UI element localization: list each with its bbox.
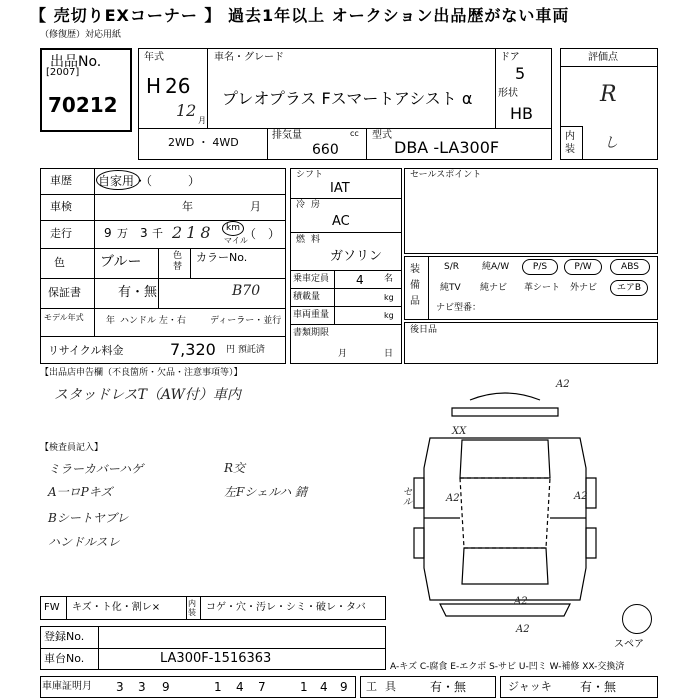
- equip-abs: ABS: [610, 259, 650, 275]
- tools-label: 工具: [366, 680, 404, 693]
- legend-inner: 内装: [188, 599, 196, 617]
- weight-unit: kg: [384, 311, 394, 320]
- diagram-mark-right: A2: [574, 491, 588, 502]
- inspector-right-1: 左Fシェルハ 錆: [224, 485, 308, 499]
- repair-legend: A-キズ C-腐食 E-エクボ S-サビ U-凹ミ W-補修 XX-交換済: [390, 662, 625, 672]
- mileage-mile: マイル: [224, 236, 248, 245]
- ac-label: 冷房: [296, 200, 327, 210]
- diagram-mark-bottom: A2: [514, 596, 528, 607]
- detail-table: [40, 168, 286, 364]
- history-value: 自家用・（ ）: [98, 174, 201, 188]
- year-era: H: [146, 74, 162, 98]
- cert-digit-7: 4: [320, 680, 328, 694]
- capacity-value: 4: [356, 273, 364, 287]
- registration-expiry-day: 日: [384, 349, 394, 359]
- model-code-value: DBA -LA300F: [394, 138, 500, 157]
- displacement-value: 660: [312, 142, 339, 158]
- load-unit: kg: [384, 293, 394, 302]
- color-change-label: 色替: [173, 251, 183, 272]
- mileage-man-unit: 万: [117, 227, 128, 240]
- mileage-rest: 218: [172, 223, 215, 242]
- shift-value: IAT: [330, 181, 350, 196]
- cert-digit-5: 7: [258, 680, 266, 694]
- equip-sr: S/R: [444, 262, 459, 272]
- interior-label: 内装: [565, 131, 575, 155]
- mileage-paren: （ ）: [244, 227, 281, 241]
- capacity-unit: 名: [384, 274, 394, 284]
- recycle-value: 7,320: [170, 340, 216, 359]
- warranty-value: 有・無: [118, 285, 158, 300]
- recycle-label: リサイクル料金: [48, 344, 124, 357]
- inspector-right-0: R交: [224, 461, 246, 475]
- model-year-handle: ハンドル 左・右: [120, 316, 186, 326]
- inspector-label: 【検査員記入】: [40, 443, 104, 453]
- doors-label: ドア: [500, 52, 520, 63]
- drive-type: 2WD ・ 4WD: [168, 136, 239, 149]
- cert-digit-8: 9: [340, 680, 348, 694]
- equip-aw: 純A/W: [482, 262, 510, 272]
- banner-title: 【 売切りEXコーナー 】 過去1年以上 オークション出品歴がない車両: [30, 6, 570, 25]
- score-value: R: [600, 82, 617, 107]
- model-year-year: 年: [106, 316, 116, 326]
- cert-digit-3: 1: [214, 680, 222, 694]
- mileage-sen: 3: [140, 226, 148, 240]
- color-value: ブルー: [100, 254, 142, 270]
- year-value: 26: [165, 74, 191, 98]
- warranty-label: 保証書: [48, 286, 81, 299]
- equip-ps: P/S: [522, 259, 558, 275]
- legend-fw-text: キズ・ト化・割レ×: [72, 602, 161, 613]
- cert-digit-0: 3: [116, 680, 124, 694]
- later-date-label: 後日品: [410, 325, 438, 335]
- diagram-mark-xx: XX: [452, 426, 467, 437]
- cert-digit-6: 1: [300, 680, 308, 694]
- reg-no-label: 登録No.: [44, 630, 85, 643]
- cert-digit-2: 9: [162, 680, 170, 694]
- inspection-label: 車検: [50, 200, 72, 213]
- color-no-value: B70: [232, 283, 261, 299]
- listing-year-tag: [2007]: [46, 67, 80, 78]
- inspector-left-2: Bシートヤブレ: [48, 511, 129, 525]
- equip-leather: 革シート: [524, 283, 561, 293]
- load-label: 積載量: [293, 292, 321, 302]
- recycle-unit: 円 預託済: [226, 345, 265, 355]
- model-name-value: プレオプラス Fスマートアシスト α: [222, 89, 473, 108]
- year-month-unit: 月: [198, 116, 206, 125]
- jack-label: ジャッキ: [508, 680, 552, 693]
- diagram-mark-seal: セル: [400, 486, 411, 506]
- legend-fw: FW: [44, 602, 60, 613]
- cert-label: 車庫証明月: [42, 681, 92, 692]
- equip-airbag: エアB: [610, 280, 648, 296]
- model-code-label: 型式: [372, 130, 392, 141]
- registration-expiry-month: 月: [338, 349, 348, 359]
- displacement-label: 排気量: [272, 130, 302, 141]
- score-label: 評価点: [588, 52, 618, 63]
- model-year-dealer: ディーラー・並行: [210, 316, 282, 326]
- color-label: 色: [54, 256, 65, 269]
- mileage-man: 9: [104, 226, 112, 240]
- mileage-label: 走行: [50, 227, 72, 240]
- body-type-value: HB: [510, 104, 534, 123]
- year-label: 年式: [144, 52, 164, 63]
- seller-notes-text: スタッドレスT（AW付）車内: [54, 387, 241, 403]
- chassis-value: LA300F-1516363: [160, 651, 272, 666]
- listing-number: 70212: [48, 93, 118, 117]
- jack-value: 有・無: [580, 680, 617, 694]
- seller-notes-label: 【出品店申告欄（不良箇所・欠品・注意事項等）】: [40, 368, 243, 378]
- tools-value: 有・無: [430, 680, 467, 694]
- model-year-label: モデル年式: [44, 313, 84, 322]
- listing-label: 出品No.: [50, 54, 102, 70]
- equip-ext-navi: 外ナビ: [570, 283, 598, 293]
- equip-navi-model: ナビ型番：: [436, 303, 482, 313]
- doors-value: 5: [515, 64, 526, 83]
- color-no-label: カラーNo.: [196, 251, 248, 264]
- fuel-label: 燃料: [296, 235, 327, 245]
- diagram-mark-left: A2: [446, 493, 460, 504]
- mileage-sen-unit: 千: [152, 227, 163, 240]
- year-month: 12: [176, 101, 197, 120]
- fuel-value: ガソリン: [330, 249, 383, 264]
- sub-note: （修復歴）対応用紙: [40, 30, 122, 40]
- model-name-label: 車名・グレード: [214, 52, 284, 63]
- inspector-left-1: A一ロPキズ: [48, 485, 113, 499]
- history-label: 車歴: [50, 174, 72, 187]
- body-type-label: 形状: [498, 88, 518, 99]
- inspection-month: 月: [250, 200, 261, 213]
- cert-digit-1: 3: [138, 680, 146, 694]
- ac-value: AC: [332, 214, 350, 229]
- cert-digit-4: 4: [236, 680, 244, 694]
- inspector-left-3: ハンドルスレ: [48, 535, 120, 549]
- capacity-label: 乗車定員: [293, 274, 330, 284]
- diagram-mark-top: A2: [556, 379, 570, 390]
- registration-expiry-label: 書類期限: [293, 328, 330, 338]
- sales-point-label: セールスポイント: [410, 170, 482, 180]
- inspector-left-0: ミラーカバーハゲ: [48, 462, 144, 476]
- sales-point-box: [404, 168, 658, 254]
- equip-pw: P/W: [564, 259, 602, 275]
- later-date-box: [404, 322, 658, 364]
- chassis-label: 車台No.: [44, 652, 85, 665]
- interior-value: し: [604, 135, 618, 151]
- mileage-km-circle: [222, 221, 244, 236]
- inspection-year: 年: [182, 200, 193, 213]
- diagram-mark-front: A2: [516, 624, 530, 635]
- equip-navi: 純ナビ: [480, 283, 508, 293]
- mileage-km: km: [226, 223, 240, 233]
- legend-inner-text: コゲ・穴・汚レ・シミ・破レ・タバ: [206, 602, 366, 613]
- displacement-unit: cc: [350, 129, 359, 138]
- spare-label: スペア: [614, 639, 644, 650]
- shift-label: シフト: [296, 170, 324, 180]
- weight-label: 車両重量: [293, 310, 330, 320]
- equip-tv: 純TV: [440, 283, 461, 293]
- history-circle: [96, 170, 140, 190]
- equipment-label: 装備品: [410, 264, 420, 307]
- spare-tire-icon: [622, 604, 652, 634]
